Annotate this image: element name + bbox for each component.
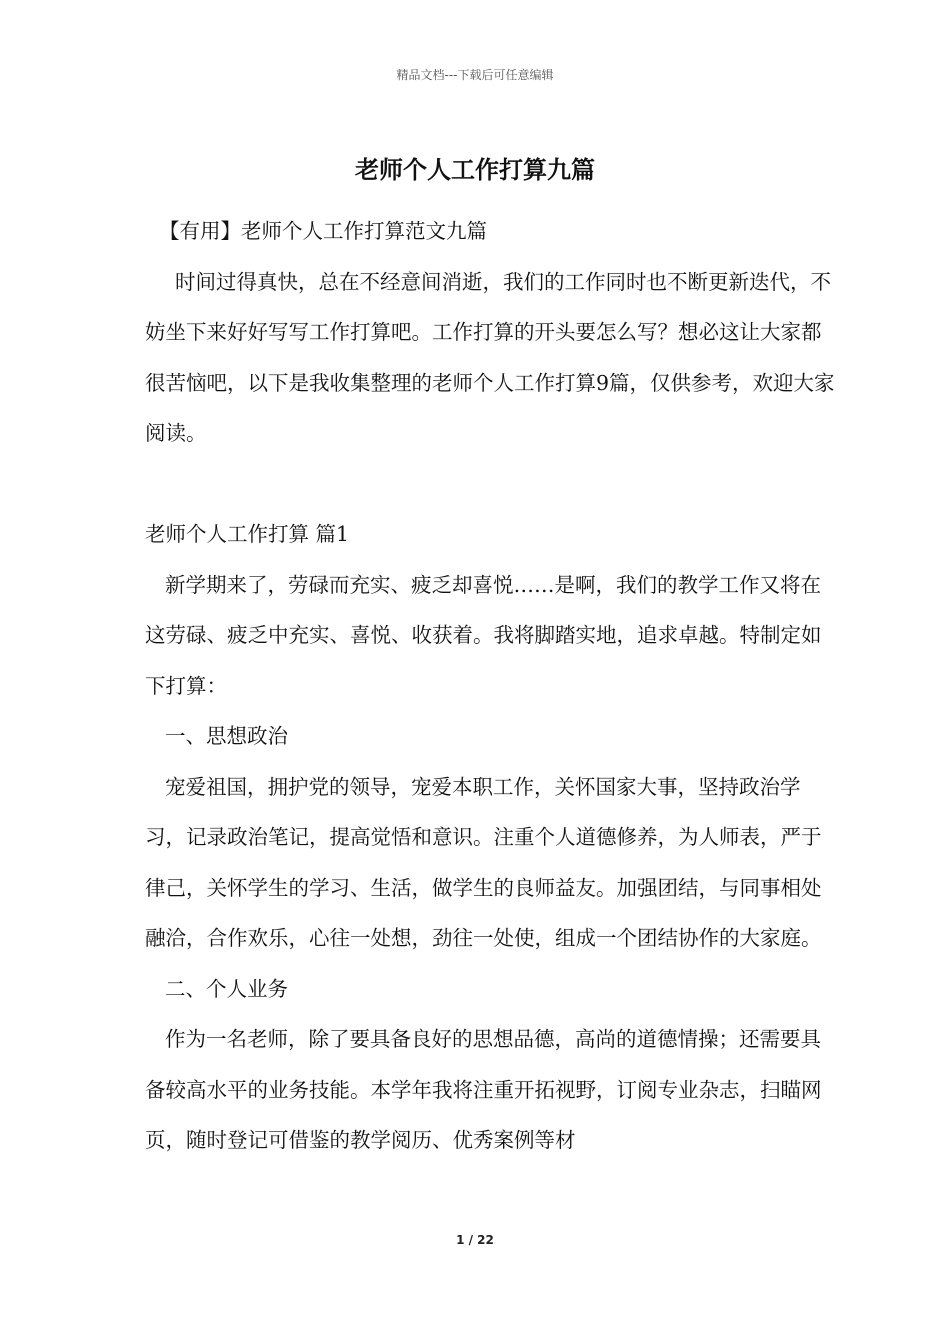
body-paragraph: 新学期来了，劳碌而充实、疲乏却喜悦……是啊，我们的教学工作又将在这劳碌、疲乏中充实、喜悦、收获着。我将脚踏实地，追求卓越。特制定如下打算： xyxy=(145,572,822,698)
section-heading: 老师个人工作打算 篇1 xyxy=(145,522,350,546)
document-title: 老师个人工作打算九篇 xyxy=(355,156,595,184)
header-note: 精品文档---下载后可任意编辑 xyxy=(396,68,554,82)
item-heading: 二、个人业务 xyxy=(165,976,288,1001)
body-paragraph: 作为一名老师，除了要具备良好的思想品德，高尚的道德情操；还需要具备较高水平的业务技能。本学年我将注重开拓视野，订阅专业杂志，扫瞄网页，随时登记可借鉴的教学阅历、优秀案例等材 xyxy=(145,1027,822,1152)
document-body xyxy=(145,206,835,1166)
paragraph-spacer xyxy=(145,459,835,510)
subtitle: 【有用】老师个人工作打算范文九篇 xyxy=(159,219,487,243)
body-paragraph: 宠爱祖国，拥护党的领导，宠爱本职工作，关怀国家大事，坚持政治学习，记录政治笔记，提高觉悟和意识。注重个人道德修养，为人师表，严于律己，关怀学生的学习、生活，做学生的良师益友。加强团结，与同事相处融洽，合作欢乐，心往一处想，劲往一处使，组成一个团结协作的大家庭。 xyxy=(145,774,822,950)
item-heading: 一、思想政治 xyxy=(165,724,288,748)
page-indicator: 1 / 22 xyxy=(456,1233,494,1247)
intro-paragraph: 时间过得真快，总在不经意间消逝，我们的工作同时也不断更新迭代，不妨坐下来好好写写工作打算吧。工作打算的开头要怎么写？想必这让大家都很苦恼吧，以下是我收集整理的老师个人工作打算9篇，仅供参考，欢迎大家阅读。 xyxy=(145,269,835,445)
